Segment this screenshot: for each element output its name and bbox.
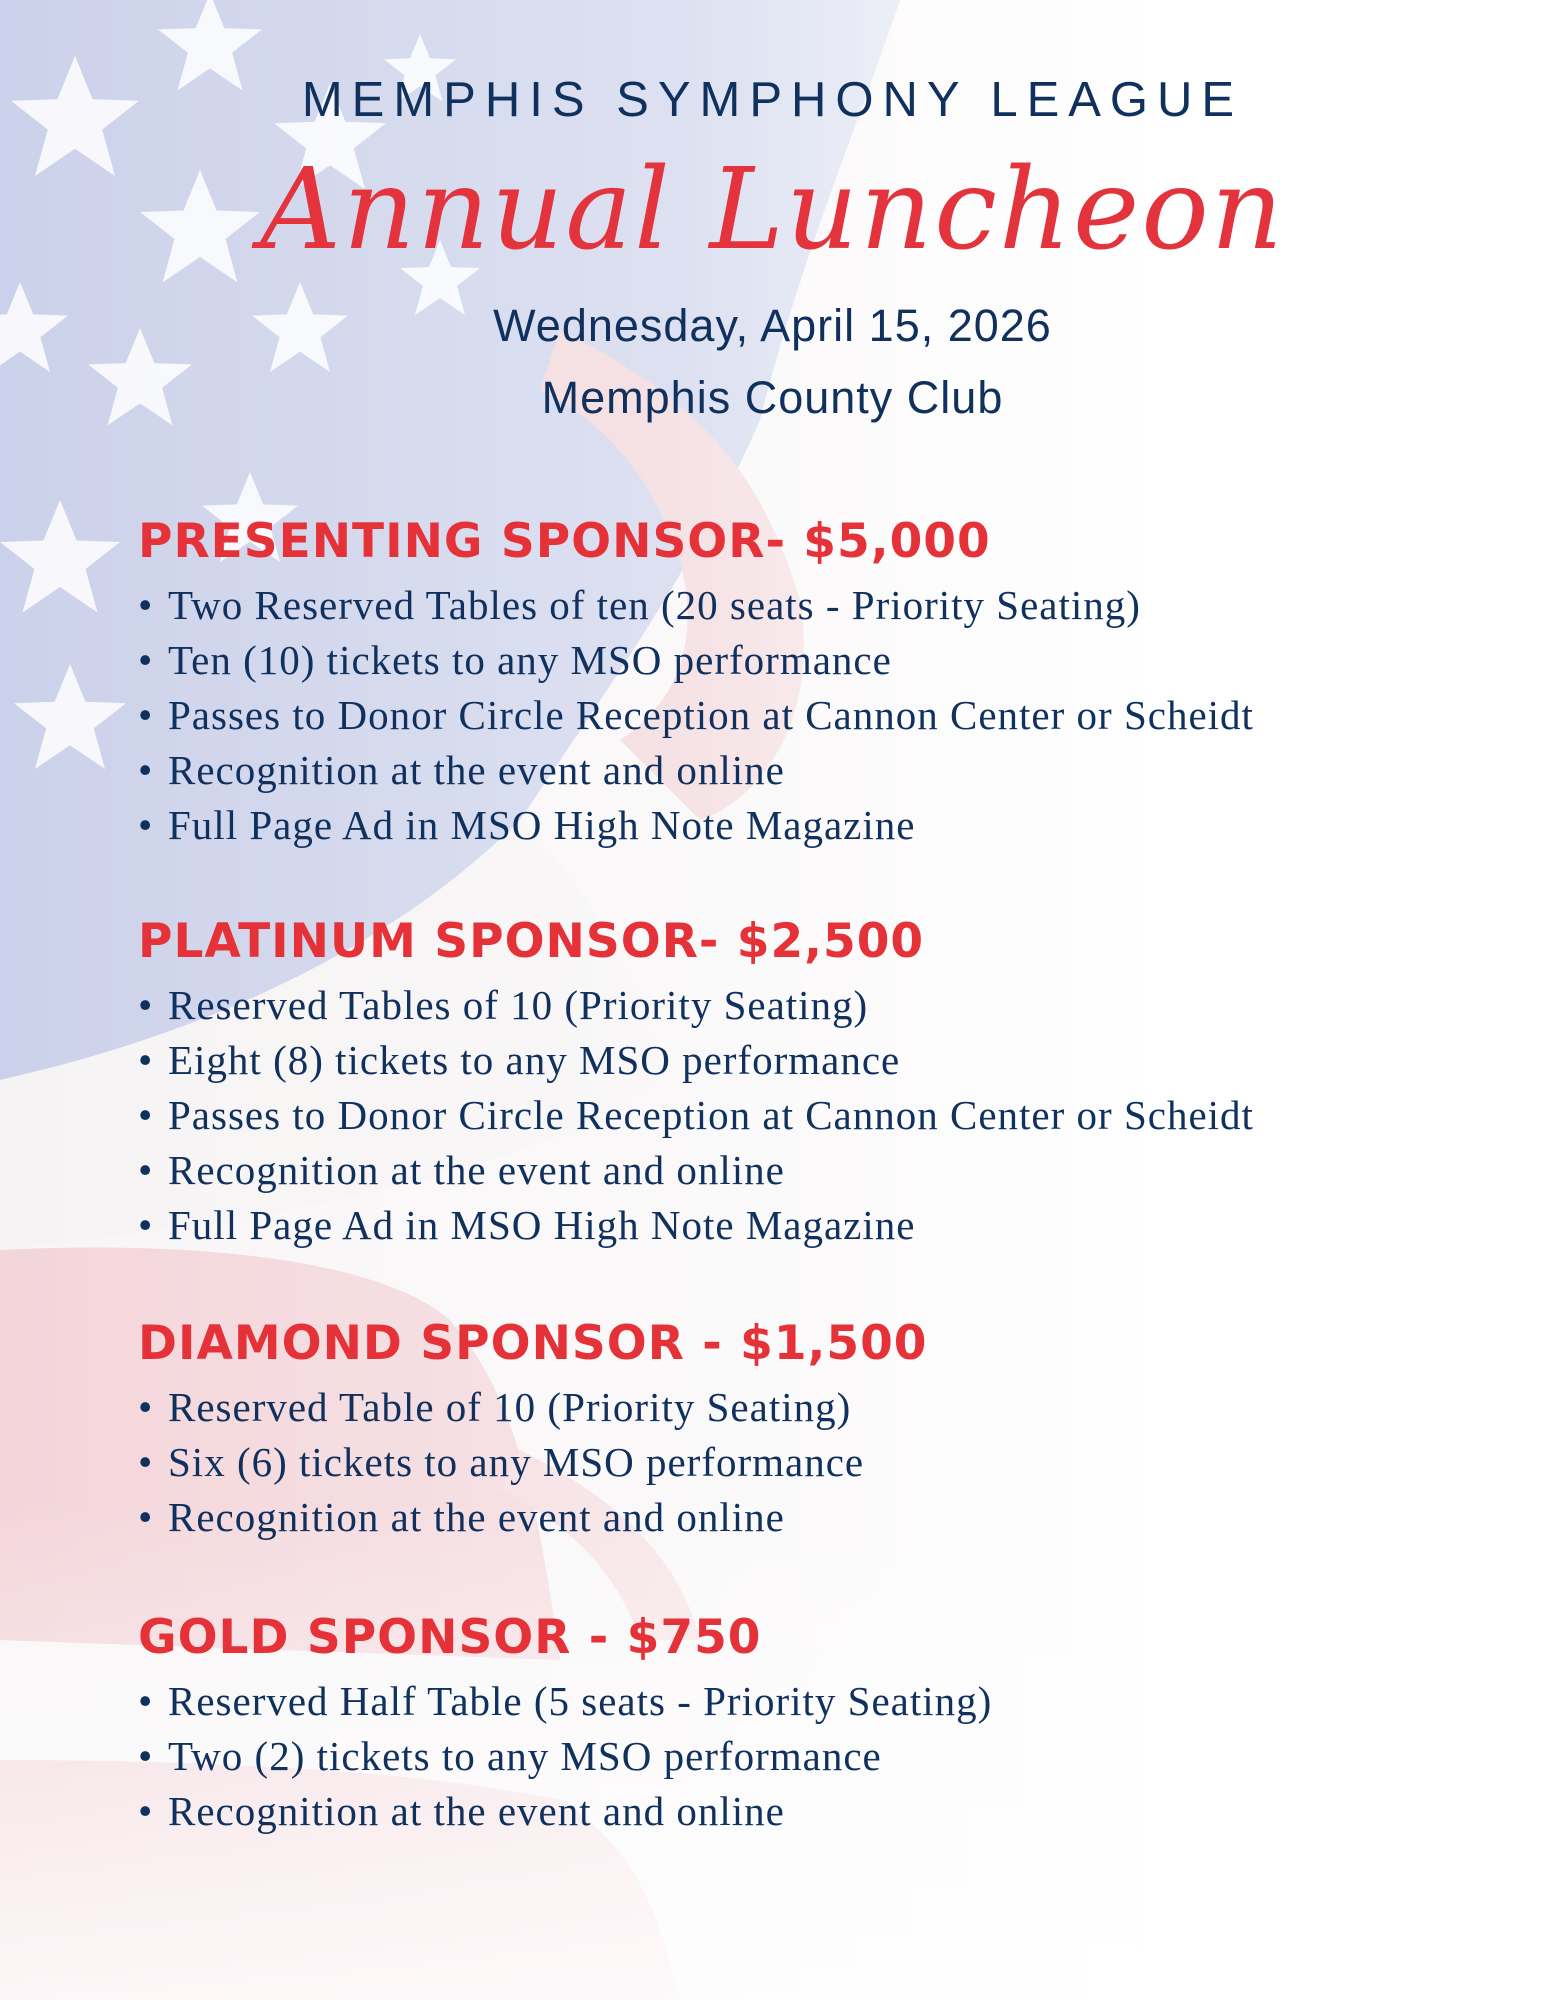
tier-heading: PLATINUM SPONSOR- $2,500 <box>138 914 925 969</box>
benefit-list <box>138 1380 1438 1545</box>
list-item <box>138 1674 1438 1729</box>
list-item <box>138 1143 1438 1198</box>
benefit-text: Reserved Half Table (5 seats - Priority Seating) <box>168 1678 993 1724</box>
list-item <box>138 633 1438 688</box>
tier-presenting <box>138 512 1438 853</box>
list-item <box>138 798 1438 853</box>
benefit-text: Recognition at the event and online <box>168 747 785 793</box>
bullet-icon: • <box>138 982 154 1028</box>
list-item <box>138 1380 1438 1435</box>
event-title: Annual Luncheon <box>260 145 1285 275</box>
bullet-icon: • <box>138 747 154 793</box>
benefit-text: Two Reserved Tables of ten (20 seats - Priority Seating) <box>168 582 1141 628</box>
list-item <box>138 688 1438 743</box>
benefit-text: Eight (8) tickets to any MSO performance <box>168 1037 901 1083</box>
list-item <box>138 978 1438 1033</box>
list-item <box>138 1198 1438 1253</box>
bullet-icon: • <box>138 1494 154 1540</box>
tier-heading: GOLD SPONSOR - $750 <box>138 1610 762 1665</box>
bullet-icon: • <box>138 692 154 738</box>
event-venue: Memphis County Club <box>541 372 1004 423</box>
org-title: MEMPHIS SYMPHONY LEAGUE <box>301 73 1244 127</box>
benefit-text: Recognition at the event and online <box>168 1788 785 1834</box>
list-item <box>138 1088 1438 1143</box>
bullet-icon: • <box>138 582 154 628</box>
benefit-text: Recognition at the event and online <box>168 1494 785 1540</box>
bullet-icon: • <box>138 1092 154 1138</box>
benefit-text: Reserved Table of 10 (Priority Seating) <box>168 1384 852 1430</box>
bullet-icon: • <box>138 1384 154 1430</box>
list-item <box>138 1490 1438 1545</box>
bullet-icon: • <box>138 1733 154 1779</box>
benefit-list <box>138 578 1438 853</box>
benefit-list <box>138 1674 1438 1839</box>
benefit-text: Two (2) tickets to any MSO performance <box>168 1733 882 1779</box>
list-item <box>138 1729 1438 1784</box>
bullet-icon: • <box>138 1788 154 1834</box>
tier-diamond <box>138 1314 1438 1545</box>
list-item <box>138 743 1438 798</box>
tier-platinum <box>138 912 1438 1253</box>
benefit-text: Recognition at the event and online <box>168 1147 785 1193</box>
benefit-text: Six (6) tickets to any MSO performance <box>168 1439 865 1485</box>
list-item <box>138 578 1438 633</box>
benefit-list <box>138 978 1438 1253</box>
bullet-icon: • <box>138 1678 154 1724</box>
bullet-icon: • <box>138 637 154 683</box>
benefit-text: Full Page Ad in MSO High Note Magazine <box>168 802 916 848</box>
list-item <box>138 1784 1438 1839</box>
benefit-text: Passes to Donor Circle Reception at Cannon Center or Scheidt <box>168 692 1254 738</box>
benefit-text: Full Page Ad in MSO High Note Magazine <box>168 1202 916 1248</box>
list-item <box>138 1033 1438 1088</box>
bullet-icon: • <box>138 1147 154 1193</box>
benefit-text: Ten (10) tickets to any MSO performance <box>168 637 892 683</box>
tier-heading: DIAMOND SPONSOR - $1,500 <box>138 1316 928 1371</box>
bullet-icon: • <box>138 802 154 848</box>
bullet-icon: • <box>138 1202 154 1248</box>
tier-gold <box>138 1608 1438 1839</box>
bullet-icon: • <box>138 1037 154 1083</box>
list-item <box>138 1435 1438 1490</box>
tier-heading: PRESENTING SPONSOR- $5,000 <box>138 514 991 569</box>
event-date: Wednesday, April 15, 2026 <box>493 300 1052 351</box>
benefit-text: Reserved Tables of 10 (Priority Seating) <box>168 982 869 1028</box>
benefit-text: Passes to Donor Circle Reception at Cannon Center or Scheidt <box>168 1092 1254 1138</box>
bullet-icon: • <box>138 1439 154 1485</box>
